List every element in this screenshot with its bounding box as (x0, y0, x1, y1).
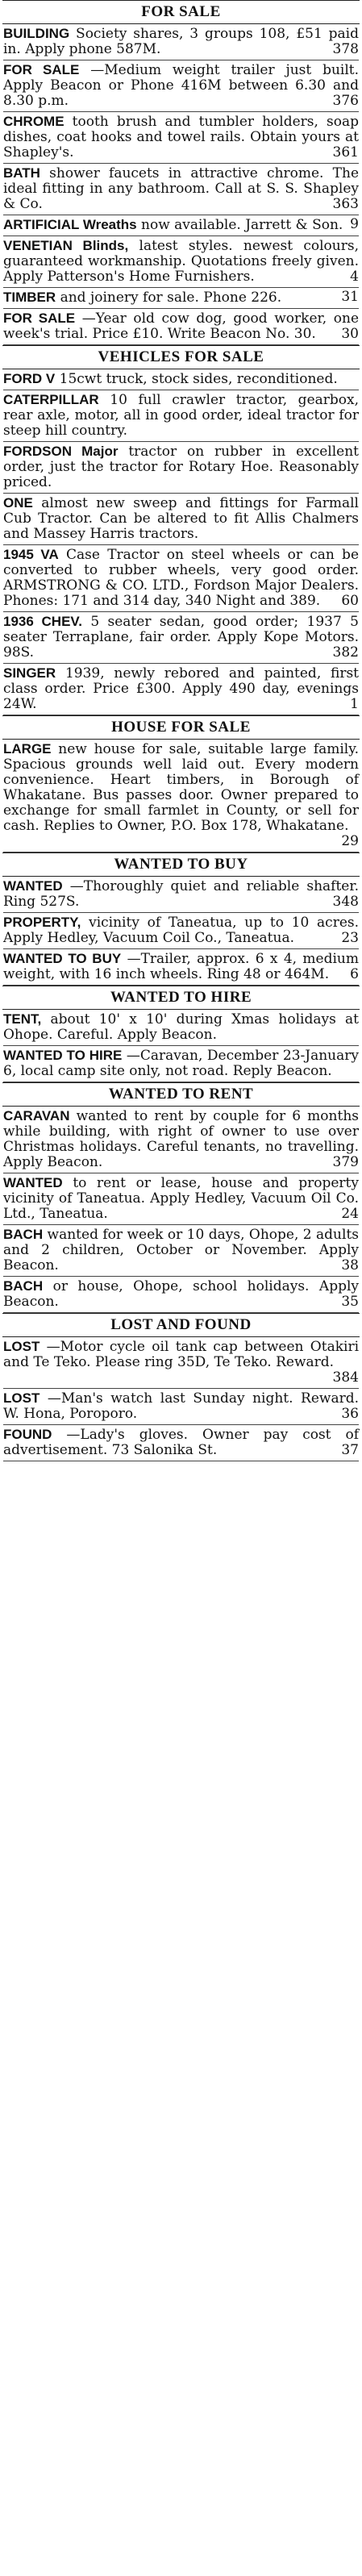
section-heading: WANTED TO BUY (2, 852, 360, 877)
ad-body (3, 495, 359, 542)
ad-lead: ONE (3, 495, 33, 511)
ad-text: Society shares, 3 groups 108, £51 paid in. Apply phone 587M. (3, 26, 359, 57)
classified-ad (3, 1225, 359, 1277)
ad-lead: ARTIFICIAL Wreaths (3, 217, 137, 232)
ad-text: shower faucets in attractive chrome. The ideal fitting in any bathroom. Call at S. S. Shapley & Co. (3, 165, 360, 212)
ad-lead: FOR SALE (3, 62, 80, 77)
ad-body (3, 62, 359, 109)
section-heading: VEHICLES FOR SALE (2, 345, 360, 369)
ad-body (3, 311, 359, 342)
ad-code: 363 (332, 196, 359, 212)
ad-body (3, 114, 359, 160)
ad-code: 4 (350, 269, 359, 285)
ad-lead: CHROME (3, 114, 64, 129)
ad-body (3, 1278, 359, 1310)
classified-ad (3, 1173, 359, 1225)
section-heading: HOUSE FOR SALE (2, 715, 360, 740)
ad-body (3, 26, 359, 57)
ad-lead: BACH (3, 1227, 44, 1242)
ad-code: 379 (332, 1154, 359, 1170)
classified-ad (3, 740, 359, 852)
ad-text: vicinity of Taneatua, up to 10 acres. Apply Hedley, Vacuum Coil Co., Taneatua. (3, 915, 360, 946)
classified-ad (3, 24, 359, 60)
ad-text: —Trailer, approx. 6 x 4, medium weight, with 16 inch wheels. Ring 48 or 464M. (3, 951, 359, 982)
ad-text: latest styles. newest colours, guaranteed workmanship. Quotations freely given. Apply Patterson's Home Furnishers. (3, 238, 359, 285)
ad-text: 1939, newly rebored and painted, first class order. Price £300. Apply 490 day, evenings 24W. (3, 665, 360, 712)
ad-body (3, 238, 359, 285)
ad-code: 9 (350, 216, 359, 232)
ad-lead: 1936 CHEV. (3, 614, 82, 629)
ad-code: 384 (332, 1369, 359, 1386)
ad-text: and joinery for sale. Phone 226. (60, 290, 282, 306)
section-heading: WANTED TO HIRE (2, 986, 360, 1010)
ad-lead: LOST (3, 1390, 40, 1406)
ad-code: 60 (341, 593, 359, 609)
ad-lead: WANTED TO BUY (3, 951, 122, 966)
section-heading: LOST AND FOUND (2, 1313, 360, 1337)
ad-lead: LOST (3, 1339, 40, 1354)
ad-lead: FOUND (3, 1427, 52, 1442)
ad-code: 6 (350, 966, 359, 982)
classified-ad (3, 164, 359, 215)
classified-ad (3, 390, 359, 442)
classified-ad (3, 664, 359, 715)
ad-lead: BACH (3, 1278, 44, 1294)
classified-ad (3, 60, 359, 112)
ad-lead: CARAVAN (3, 1108, 70, 1123)
classified-ad (3, 1277, 359, 1313)
ad-text: new house for sale, suitable large family. Spacious grounds well laid out. Every modern convenience. Heart timbers, in Borough of Whakatane. Bus passes door. Owner prepared to exchange for small farmlet in County, or sell for cash. Replies to Owner, P.O. Box 178, Whakatane. (3, 741, 359, 834)
ad-lead: TENT, (3, 1011, 42, 1027)
ad-lead: SINGER (3, 665, 56, 681)
ad-body (3, 290, 359, 306)
classified-ad (3, 1425, 359, 1461)
ad-text: 10 full crawler tractor, gearbox, rear axle, motor, all in good order, ideal tractor for steep hill country. (3, 392, 359, 439)
ad-body (3, 1339, 360, 1386)
ad-code: 37 (341, 1442, 359, 1458)
ad-text: now available. Jarrett & Son. (141, 217, 343, 233)
ad-body (3, 1108, 359, 1170)
ad-body (3, 915, 359, 946)
ad-lead: WANTED (3, 878, 63, 894)
ad-body (3, 1390, 359, 1422)
ad-body (3, 1175, 359, 1222)
classified-ad (3, 1010, 359, 1046)
ad-body (3, 741, 359, 849)
ad-body (3, 1011, 359, 1043)
classified-ad (3, 112, 359, 164)
classified-ad (3, 442, 359, 494)
classified-ad (3, 1337, 359, 1389)
ad-body (3, 878, 359, 910)
ad-lead: PROPERTY, (3, 915, 81, 930)
classified-ad (3, 545, 359, 612)
ad-text: Case Tractor on steel wheels or can be converted to rubber wheels, very good order. ARMSTRONG & CO. LTD., Fordson Major Dealers. Phones: 171 and 314 day, 340 Night and 389. (3, 547, 360, 609)
classified-ad (3, 309, 359, 345)
ad-code: 382 (332, 644, 359, 661)
ad-body (3, 392, 359, 439)
classified-ad (3, 369, 359, 390)
ad-body (3, 951, 359, 982)
ad-text: —Thoroughly quiet and reliable shafter. Ring 527S. (3, 878, 359, 910)
ad-text: wanted to rent by couple for 6 months while building, with right of owner to use over Christmas holidays. Careful tenants, no travelling. Apply Beacon. (3, 1108, 359, 1170)
ad-code: 30 (341, 326, 359, 342)
ad-text: or house, Ohope, school holidays. Apply Beacon. (3, 1278, 359, 1310)
ad-lead: FORDSON Major (3, 444, 119, 459)
ad-text: tooth brush and tumbler holders, soap dishes, coat hooks and towel rails. Obtain yours at Shapley's. (3, 114, 359, 160)
ad-code: 36 (341, 1406, 359, 1422)
ad-lead: LARGE (3, 741, 52, 757)
classified-ad (3, 949, 359, 986)
ad-code: 361 (332, 144, 359, 160)
ad-body (3, 614, 359, 661)
ad-text: 15cwt truck, stock sides, reconditioned. (59, 371, 338, 387)
classified-ad (3, 877, 359, 913)
ad-lead: BUILDING (3, 26, 70, 41)
ad-body (3, 371, 359, 387)
ad-lead: BATH (3, 165, 40, 181)
ad-text: —Motor cycle oil tank cap between Otakiri and Te Teko. Please ring 35D, Te Teko. Reward. (3, 1339, 360, 1370)
ad-body (3, 1227, 359, 1273)
ad-text: wanted for week or 10 days, Ohope, 2 adults and 2 children, October or November. Apply Beacon. (3, 1227, 359, 1273)
ad-body (3, 1048, 359, 1079)
ad-code: 376 (332, 93, 359, 109)
ad-body (3, 217, 359, 233)
ad-code: 24 (341, 1206, 359, 1222)
ad-lead: WANTED TO HIRE (3, 1048, 123, 1063)
ad-text: about 10' x 10' during Xmas holidays at Ohope. Careful. Apply Beacon. (3, 1011, 359, 1043)
ad-text: almost new sweep and fittings for Farmall Cub Tractor. Can be altered to fit Allis Chalmers and Massey Harris tractors. (3, 495, 359, 542)
ad-code: 35 (341, 1294, 359, 1310)
ad-lead: TIMBER (3, 290, 56, 305)
ad-code: 23 (341, 930, 359, 946)
classified-ad (3, 913, 359, 949)
section-heading: FOR SALE (2, 0, 360, 24)
ad-text: —Year old cow dog, good worker, one week's trial. Price £10. Write Beacon No. 30. (3, 311, 360, 342)
ad-lead: FORD V (3, 371, 56, 386)
ad-text: —Medium weight trailer just built. Apply Beacon or Phone 416M between 6.30 and 8.30 p.m. (3, 62, 360, 109)
classified-ad (3, 215, 359, 236)
classified-ad (3, 1046, 359, 1082)
classified-ad (3, 236, 359, 288)
ad-code: 1 (350, 696, 359, 712)
ad-body (3, 444, 359, 490)
ad-lead: 1945 VA (3, 547, 59, 562)
ad-text: to rent or lease, house and property vicinity of Taneatua. Apply Hedley, Vacuum Oil Co. Ltd., Taneatua. (3, 1175, 359, 1222)
ad-text: —Man's watch last Sunday night. Reward. W. Hona, Poroporo. (3, 1390, 359, 1422)
classified-ad (3, 494, 359, 545)
section-heading: WANTED TO RENT (2, 1082, 360, 1107)
ad-code: 378 (332, 41, 359, 57)
ad-code: 29 (341, 833, 359, 849)
classified-ad (3, 1107, 359, 1173)
ad-text: 5 seater sedan, good order; 1937 5 seater Terraplane, fair order. Apply Kope Motors. 98S. (3, 614, 359, 661)
ad-body (3, 665, 359, 712)
ad-text: tractor on rubber in excellent order, just the tractor for Rotary Hoe. Reasonably priced. (3, 444, 360, 490)
classified-ad (3, 288, 359, 309)
ad-body (3, 547, 359, 609)
classified-ad (3, 612, 359, 664)
ad-lead: WANTED (3, 1175, 63, 1190)
classified-ad (3, 1389, 359, 1425)
ad-body (3, 165, 359, 212)
ad-code: 38 (341, 1257, 359, 1273)
ad-text: —Lady's gloves. Owner pay cost of advertisement. 73 Salonika St. (3, 1427, 359, 1458)
ad-code: 348 (332, 894, 359, 910)
ad-lead: FOR SALE (3, 311, 76, 326)
ad-lead: VENETIAN Blinds, (3, 238, 129, 253)
ad-text: —Caravan, December 23-January 6, local camp site only, not road. Reply Beacon. (3, 1048, 359, 1079)
ad-lead: CATERPILLAR (3, 392, 99, 407)
ad-body (3, 1427, 359, 1458)
ad-code: 31 (341, 289, 359, 305)
